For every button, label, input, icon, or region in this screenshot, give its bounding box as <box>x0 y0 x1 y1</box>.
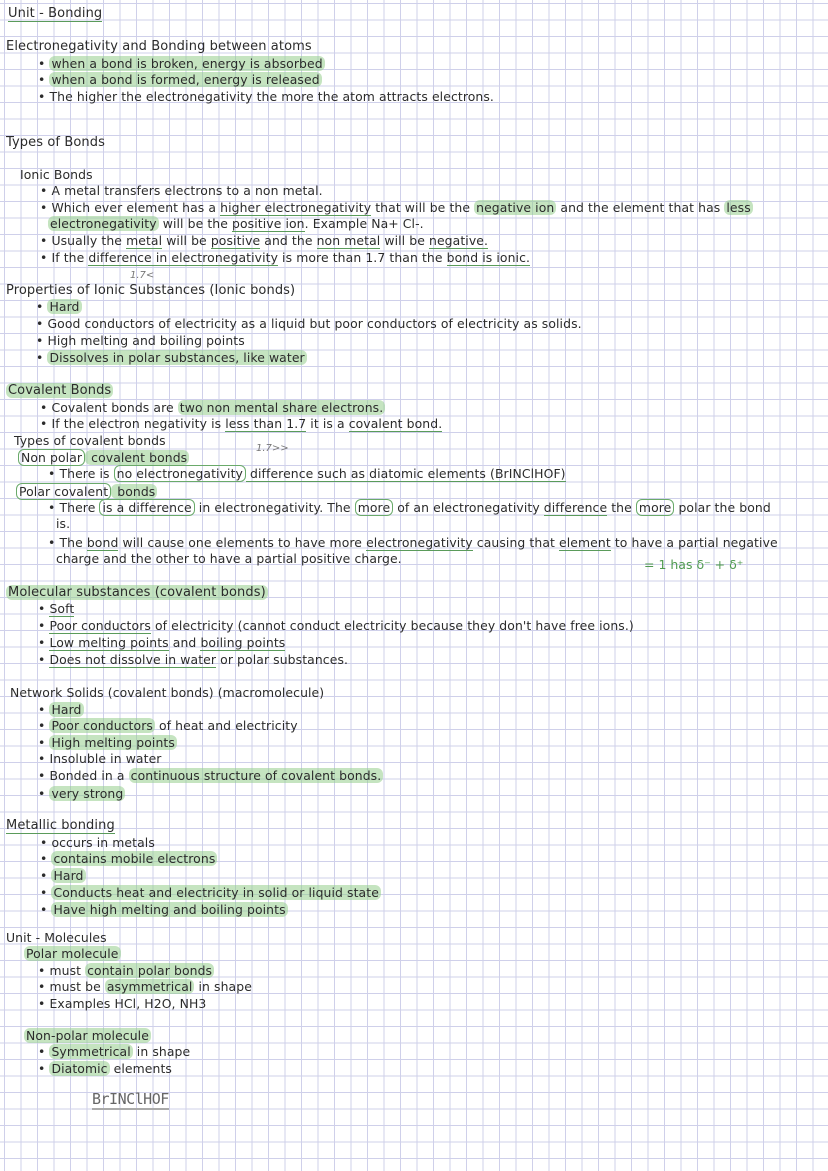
ionic-bullet-2: • Which ever element has a higher electronegativity that will be the negative ion and the element that has less <box>40 200 751 215</box>
nonpolar-molecule-bullet-1: • Symmetrical in shape <box>38 1044 191 1059</box>
covalent-note: 1.7>> <box>256 443 289 454</box>
polar-bullet-1: • There is a difference in electronegativity. The more of an electronegativity difference the more polar the bond <box>48 500 771 515</box>
network-bullet-1: • Hard <box>38 702 82 717</box>
network-bullet-5: • Bonded in a continuous structure of covalent bonds. <box>38 768 382 783</box>
metallic-bullet-2: • contains mobile electrons <box>40 851 216 866</box>
network-bullet-4: • Insoluble in water <box>38 751 162 766</box>
nonpolar-molecule-heading: Non-polar molecule <box>26 1028 149 1043</box>
ionic-bullet-4: • If the difference in electronegativity is more than 1.7 than the bond is ionic. <box>40 250 531 265</box>
polar-bullet-2: • The bond will cause one elements to have more electronegativity causing that element to have a partial negative <box>48 535 778 550</box>
polar-bullet-2-cont: charge and the other to have a partial positive charge. <box>56 551 402 566</box>
metallic-heading: Metallic bonding <box>6 818 115 833</box>
covalent-bullet-2: • If the electron negativity is less than 1.7 it is a covalent bond. <box>40 416 443 431</box>
ionic-prop-3: • High melting and boiling points <box>36 333 245 348</box>
ionic-heading: Ionic Bonds <box>20 167 93 182</box>
metallic-bullet-1: • occurs in metals <box>40 835 155 850</box>
network-bullet-2: • Poor conductors of heat and electricity <box>38 718 298 733</box>
network-heading: Network Solids (covalent bonds) (macromolecule) <box>10 685 325 700</box>
nonpolar-bullet-1: • There is no electronegativity difference such as diatomic elements (BrINClHOF) <box>48 466 566 481</box>
molecular-bullet-4: • Does not dissolve in water or polar substances. <box>38 652 349 667</box>
ionic-note: 1.7< <box>130 270 155 281</box>
types-heading: Types of Bonds <box>6 135 105 150</box>
intro-heading: Electronegativity and Bonding between atoms <box>6 39 312 54</box>
molecular-heading: Molecular substances (covalent bonds) <box>8 585 266 600</box>
molecular-bullet-3: • Low melting points and boiling points <box>38 635 286 650</box>
polar-bullet-1-cont: is. <box>56 516 71 531</box>
diatomic-stamp: BrINClHOF <box>92 1090 169 1108</box>
polar-molecule-bullet-1: • must contain polar bonds <box>38 963 213 978</box>
covalent-heading: Covalent Bonds <box>8 383 112 398</box>
molecules-heading: Unit - Molecules <box>6 930 107 945</box>
metallic-bullet-3: • Hard <box>40 868 84 883</box>
covalent-bullet-1: • Covalent bonds are two non mental share electrons. <box>40 400 384 415</box>
metallic-bullet-4: • Conducts heat and electricity in solid or liquid state <box>40 885 379 900</box>
intro-bullet-3: • The higher the electronegativity the more the atom attracts electrons. <box>38 89 494 104</box>
intro-bullet-1: • when a bond is broken, energy is absorbed <box>38 56 323 71</box>
polar-molecule-bullet-3: • Examples HCl, H2O, NH3 <box>38 996 207 1011</box>
page-title: Unit - Bonding <box>8 6 103 21</box>
ionic-prop-4: • Dissolves in polar substances, like water <box>36 350 305 365</box>
intro-bullet-2: • when a bond is formed, energy is released <box>38 72 320 87</box>
network-bullet-6: • very strong <box>38 786 124 801</box>
ionic-prop-2: • Good conductors of electricity as a liquid but poor conductors of electricity as solids. <box>36 316 582 331</box>
ionic-bullet-1: • A metal transfers electrons to a non metal. <box>40 183 323 198</box>
partial-charge-note: = 1 has δ⁻ + δ⁺ <box>644 557 744 572</box>
ionic-bullet-2-cont: electronegativity will be the positive ion. Example Na+ Cl-. <box>50 216 424 231</box>
metallic-bullet-5: • Have high melting and boiling points <box>40 902 286 917</box>
polar-molecule-bullet-2: • must be asymmetrical in shape <box>38 979 252 994</box>
nonpolar-molecule-bullet-2: • Diatomic elements <box>38 1061 172 1076</box>
ionic-prop-1: • Hard <box>36 299 80 314</box>
ionic-props-heading: Properties of Ionic Substances (Ionic bonds) <box>6 283 296 298</box>
network-bullet-3: • High melting points <box>38 735 175 750</box>
nonpolar-heading: Non polar covalent bonds <box>18 450 189 466</box>
molecular-bullet-1: • Soft <box>38 601 75 616</box>
polar-molecule-heading: Polar molecule <box>26 946 119 961</box>
ionic-bullet-3: • Usually the metal will be positive and the non metal will be negative. <box>40 233 489 248</box>
covalent-types-heading: Types of covalent bonds <box>14 433 166 448</box>
polar-heading: Polar covalent bonds <box>16 484 157 500</box>
molecular-bullet-2: • Poor conductors of electricity (cannot conduct electricity because they don't have free ions.) <box>38 618 634 633</box>
